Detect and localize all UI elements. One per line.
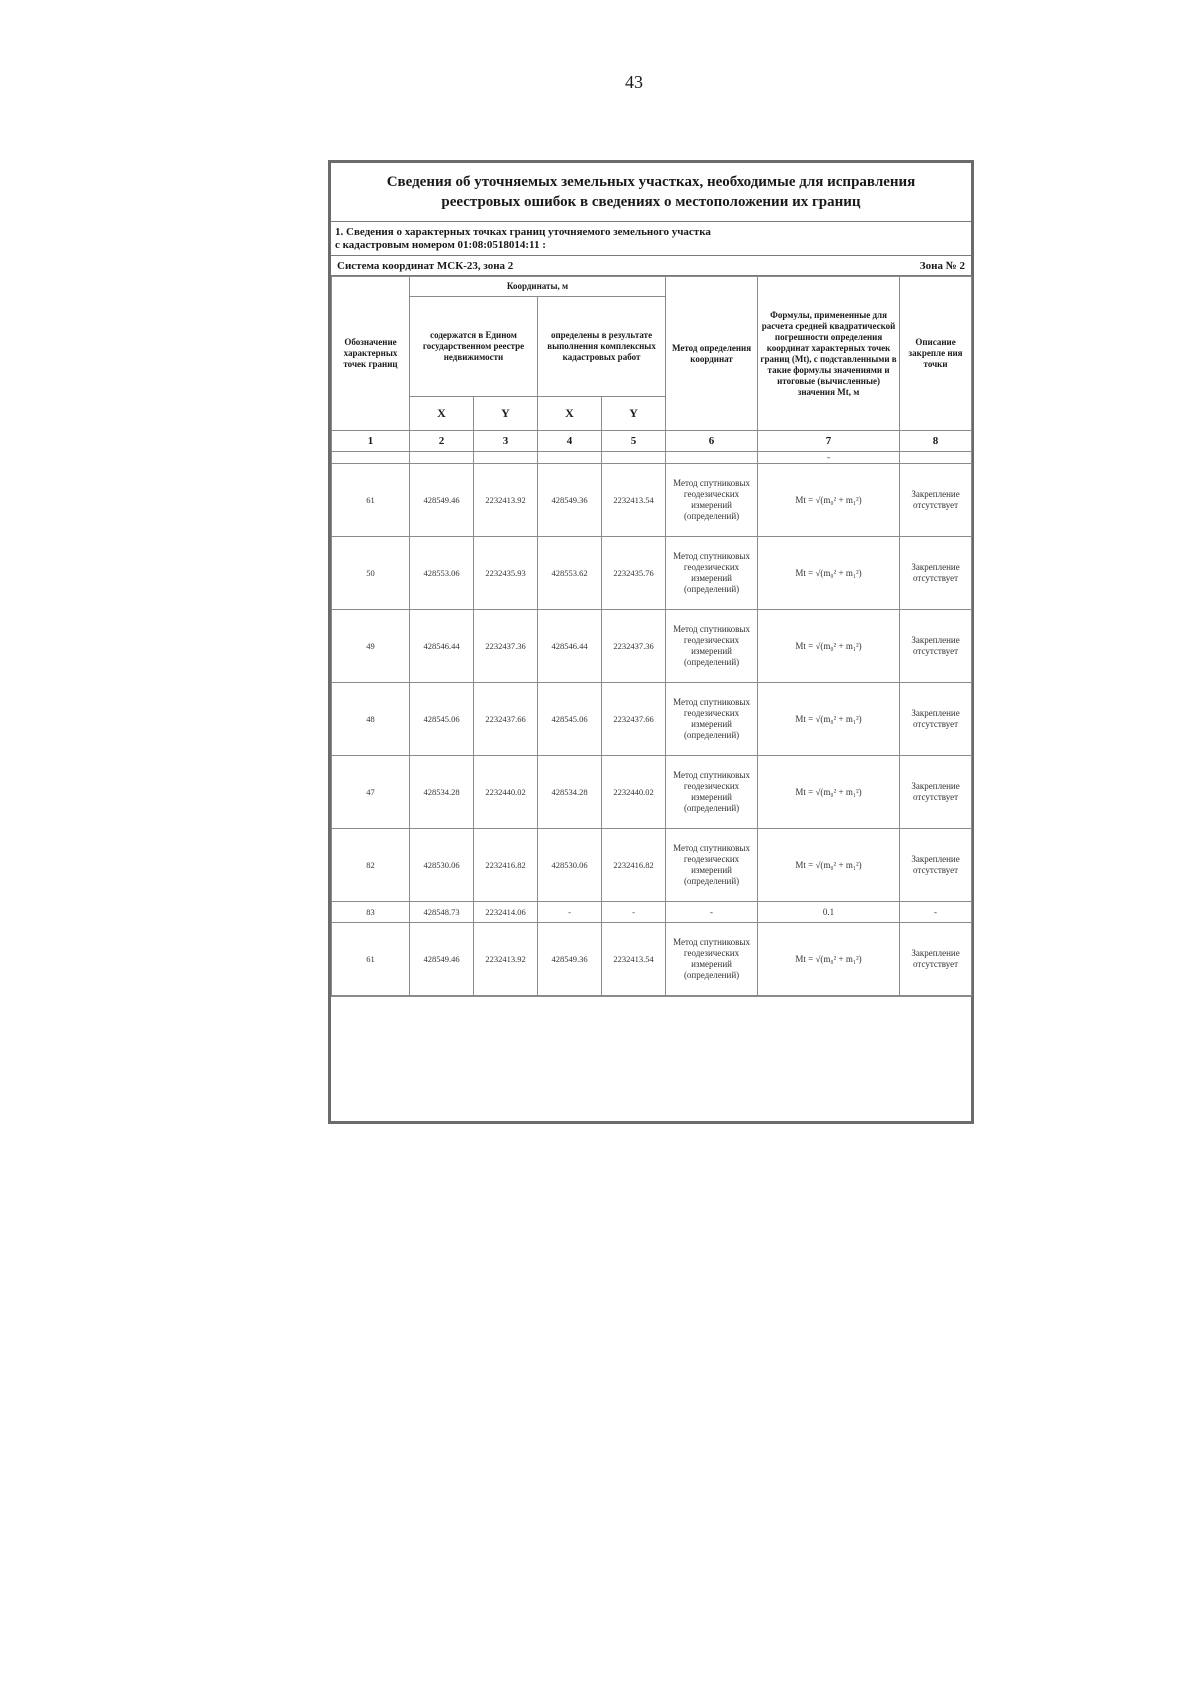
formula: Mt = √(m₀² + m₁²) (758, 829, 900, 902)
section-line-2: с кадастровым номером 01:08:0518014:11 : (335, 239, 546, 251)
blank-row-formula: - (758, 452, 900, 464)
x-egrn: 428553.06 (410, 537, 474, 610)
description: Закрепление отсутствует (900, 756, 972, 829)
method: Метод спутниковых геодезических измерений (определений) (666, 464, 758, 537)
header-description: Описание закрепле ния точки (900, 277, 972, 431)
point-id: 61 (332, 464, 410, 537)
point-id: 47 (332, 756, 410, 829)
document-frame (328, 160, 974, 1124)
column-number: 1 (332, 431, 410, 452)
point-id: 49 (332, 610, 410, 683)
point-id: 83 (332, 902, 410, 923)
column-number: 8 (900, 431, 972, 452)
x-egrn: 428534.28 (410, 756, 474, 829)
document-title (331, 163, 971, 222)
y-complex: 2232435.76 (602, 537, 666, 610)
section-line-1: 1. Сведения о характерных точках границ уточняемого земельного участка (335, 226, 711, 238)
y-egrn: 2232440.02 (474, 756, 538, 829)
table-row (332, 829, 972, 902)
title-line-2: реестровых ошибок в сведениях о местоположении их границ (441, 194, 861, 210)
x-egrn: 428546.44 (410, 610, 474, 683)
formula: Mt = √(m₀² + m₁²) (758, 464, 900, 537)
x-complex: 428549.36 (538, 923, 602, 996)
coordinate-system-bar (331, 256, 971, 276)
table-row (332, 464, 972, 537)
description: Закрепление отсутствует (900, 537, 972, 610)
x-complex: 428530.06 (538, 829, 602, 902)
header-y-egrn: Y (474, 397, 538, 431)
x-egrn: 428530.06 (410, 829, 474, 902)
method: Метод спутниковых геодезических измерений (определений) (666, 756, 758, 829)
header-formula: Формулы, примененные для расчета средней квадратической погрешности определения координат характерных точек границ (Mt), с подставленными в такие формулы значениями и итоговые (вычисленные) значения Mt, м (758, 277, 900, 431)
method: - (666, 902, 758, 923)
header-y-complex: Y (602, 397, 666, 431)
column-number: 4 (538, 431, 602, 452)
method: Метод спутниковых геодезических измерений (определений) (666, 829, 758, 902)
table-row (332, 902, 972, 923)
boundary-points-table (331, 276, 972, 996)
table-row (332, 610, 972, 683)
x-egrn: 428548.73 (410, 902, 474, 923)
coordinate-system: Система координат МСК-23, зона 2 (337, 259, 514, 272)
column-number: 5 (602, 431, 666, 452)
description: Закрепление отсутствует (900, 464, 972, 537)
zone-label: Зона № 2 (919, 259, 965, 272)
page-number: 43 (625, 72, 643, 92)
header-x-complex: X (538, 397, 602, 431)
column-number: 6 (666, 431, 758, 452)
point-id: 82 (332, 829, 410, 902)
header-point: Обозначение характерных точек границ (332, 277, 410, 431)
formula: Mt = √(m₀² + m₁²) (758, 923, 900, 996)
empty-area (331, 996, 971, 1117)
header-egrn: содержатся в Едином государственном реестре недвижимости (410, 297, 538, 397)
y-complex: 2232413.54 (602, 464, 666, 537)
header-x-egrn: X (410, 397, 474, 431)
table-row-blank (332, 452, 972, 464)
method: Метод спутниковых геодезических измерений (определений) (666, 537, 758, 610)
y-egrn: 2232413.92 (474, 923, 538, 996)
x-complex: 428553.62 (538, 537, 602, 610)
table-row (332, 537, 972, 610)
description: Закрепление отсутствует (900, 923, 972, 996)
point-id: 61 (332, 923, 410, 996)
point-id: 50 (332, 537, 410, 610)
description: Закрепление отсутствует (900, 829, 972, 902)
y-egrn: 2232437.66 (474, 683, 538, 756)
header-complex-works: определены в результате выполнения комплексных кадастровых работ (538, 297, 666, 397)
section-heading (331, 222, 971, 256)
y-complex: - (602, 902, 666, 923)
formula: Mt = √(m₀² + m₁²) (758, 756, 900, 829)
x-egrn: 428549.46 (410, 464, 474, 537)
description: - (900, 902, 972, 923)
method: Метод спутниковых геодезических измерений (определений) (666, 683, 758, 756)
y-egrn: 2232437.36 (474, 610, 538, 683)
table-row (332, 683, 972, 756)
description: Закрепление отсутствует (900, 683, 972, 756)
y-egrn: 2232413.92 (474, 464, 538, 537)
x-complex: 428546.44 (538, 610, 602, 683)
formula: 0.1 (758, 902, 900, 923)
x-complex: 428534.28 (538, 756, 602, 829)
y-complex: 2232413.54 (602, 923, 666, 996)
column-number: 3 (474, 431, 538, 452)
formula: Mt = √(m₀² + m₁²) (758, 610, 900, 683)
formula: Mt = √(m₀² + m₁²) (758, 537, 900, 610)
y-complex: 2232437.66 (602, 683, 666, 756)
y-complex: 2232416.82 (602, 829, 666, 902)
table-row (332, 756, 972, 829)
y-egrn: 2232414.06 (474, 902, 538, 923)
y-egrn: 2232416.82 (474, 829, 538, 902)
header-coordinates: Координаты, м (410, 277, 666, 297)
title-line-1: Сведения об уточняемых земельных участках, необходимые для исправления (386, 174, 916, 190)
x-complex: 428545.06 (538, 683, 602, 756)
point-id: 48 (332, 683, 410, 756)
y-egrn: 2232435.93 (474, 537, 538, 610)
column-number: 7 (758, 431, 900, 452)
x-egrn: 428545.06 (410, 683, 474, 756)
header-method: Метод определения координат (666, 277, 758, 431)
x-complex: 428549.36 (538, 464, 602, 537)
table-row (332, 923, 972, 996)
x-egrn: 428549.46 (410, 923, 474, 996)
formula: Mt = √(m₀² + m₁²) (758, 683, 900, 756)
method: Метод спутниковых геодезических измерений (определений) (666, 923, 758, 996)
method: Метод спутниковых геодезических измерений (определений) (666, 610, 758, 683)
description: Закрепление отсутствует (900, 610, 972, 683)
y-complex: 2232440.02 (602, 756, 666, 829)
y-complex: 2232437.36 (602, 610, 666, 683)
x-complex: - (538, 902, 602, 923)
column-number: 2 (410, 431, 474, 452)
